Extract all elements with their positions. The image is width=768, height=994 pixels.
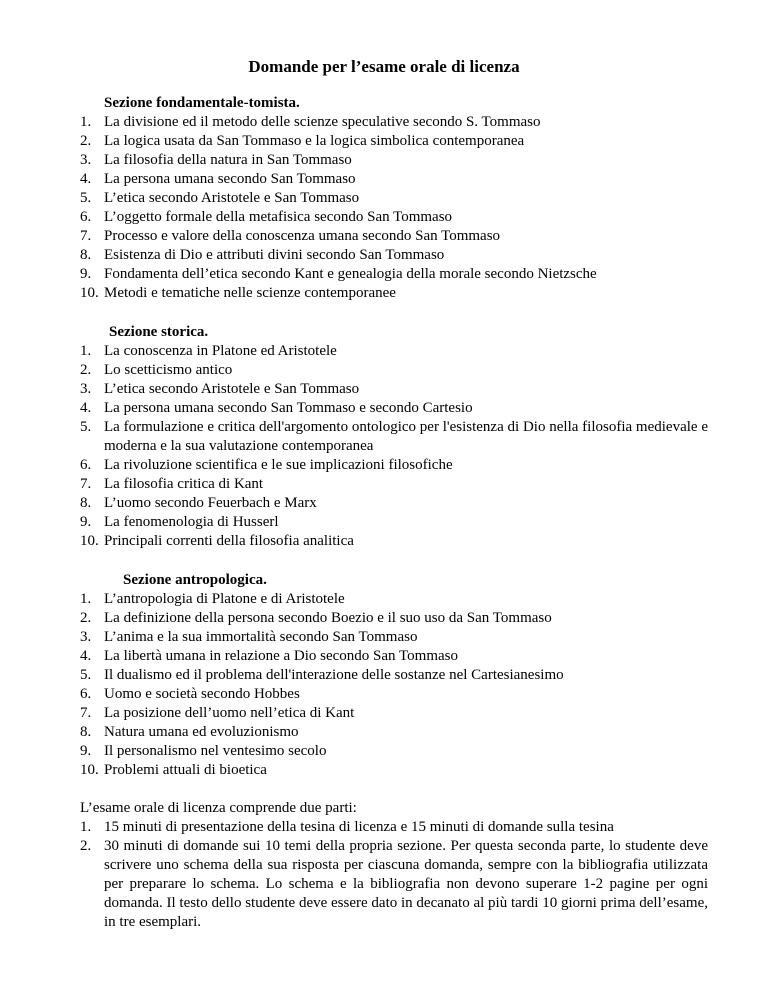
list-item <box>0 723 768 742</box>
item-number: 10. <box>80 762 99 778</box>
item-text: 15 minuti di presentazione della tesina di licenza e 15 minuti di domande sulla tesina <box>104 819 614 835</box>
item-number: 1. <box>80 114 92 130</box>
item-number: 6. <box>80 457 92 473</box>
item-number: 9. <box>80 743 92 759</box>
item-text: La fenomenologia di Husserl <box>104 514 279 530</box>
list-item <box>0 647 768 666</box>
item-text: Fondamenta dell’etica secondo Kant e genealogia della morale secondo Nietzsche <box>104 266 597 282</box>
section-storica <box>0 323 768 551</box>
exam-intro: L’esame orale di licenza comprende due parti: <box>80 800 357 816</box>
item-text: L’uomo secondo Feuerbach e Marx <box>104 495 317 511</box>
item-number: 3. <box>80 629 92 645</box>
item-number: 2. <box>80 362 92 378</box>
section-heading: Sezione antropologica. <box>123 572 267 588</box>
item-number: 8. <box>80 495 92 511</box>
item-number: 4. <box>80 648 92 664</box>
list-item <box>0 685 768 704</box>
question-list <box>0 342 768 551</box>
list-item <box>0 227 768 246</box>
item-number: 5. <box>80 667 92 683</box>
list-item <box>0 761 768 780</box>
item-text: L’etica secondo Aristotele e San Tommaso <box>104 381 360 397</box>
item-number: 7. <box>80 705 92 721</box>
item-number: 6. <box>80 686 92 702</box>
item-text: Principali correnti della filosofia analitica <box>104 533 354 549</box>
item-text: La conoscenza in Platone ed Aristotele <box>104 343 337 359</box>
item-number: 3. <box>80 381 92 397</box>
list-item <box>0 475 768 494</box>
list-item <box>0 246 768 265</box>
item-number: 1. <box>80 343 92 359</box>
exam-parts-list <box>0 818 768 932</box>
list-item <box>0 399 768 418</box>
list-item <box>0 361 768 380</box>
item-number: 5. <box>80 419 92 435</box>
item-number: 4. <box>80 171 92 187</box>
list-item <box>0 132 768 151</box>
item-text: Processo e valore della conoscenza umana secondo San Tommaso <box>104 228 501 244</box>
item-number: 7. <box>80 228 92 244</box>
list-item <box>0 380 768 399</box>
item-text: Uomo e società secondo Hobbes <box>104 686 300 702</box>
item-number: 6. <box>80 209 92 225</box>
item-number: 9. <box>80 266 92 282</box>
question-list <box>0 590 768 780</box>
list-item <box>0 265 768 284</box>
list-item <box>0 818 768 837</box>
item-text: La divisione ed il metodo delle scienze speculative secondo S. Tommaso <box>104 114 541 130</box>
list-item <box>0 170 768 189</box>
list-item <box>0 494 768 513</box>
list-item <box>0 113 768 132</box>
list-item <box>0 590 768 609</box>
list-item <box>0 418 768 456</box>
item-text: 30 minuti di domande sui 10 temi della propria sezione. Per questa seconda parte, lo studente deve scrivere uno schema della sua risposta per ciascuna domanda, sempre con la bibliografia utilizzata per preparare lo schema. Lo schema e la bibliografia non devono superare 1-2 pagine per ogni domanda. Il testo dello studente deve essere dato in decanato al più tardi 10 giorni prima dell’esame, in tre esemplari. <box>104 838 708 930</box>
list-item <box>0 628 768 647</box>
section-heading: Sezione storica. <box>109 324 209 340</box>
list-item <box>0 742 768 761</box>
list-item <box>0 151 768 170</box>
item-number: 2. <box>80 133 92 149</box>
item-text: La persona umana secondo San Tommaso <box>104 171 356 187</box>
item-text: La libertà umana in relazione a Dio secondo San Tommaso <box>104 648 458 664</box>
list-item <box>0 532 768 551</box>
item-text: L’antropologia di Platone e di Aristotele <box>104 591 345 607</box>
list-item <box>0 456 768 475</box>
item-number: 10. <box>80 285 99 301</box>
list-item <box>0 189 768 208</box>
section-heading: Sezione fondamentale-tomista. <box>104 95 300 111</box>
item-text: Esistenza di Dio e attributi divini secondo San Tommaso <box>104 247 445 263</box>
item-text: La filosofia della natura in San Tommaso <box>104 152 352 168</box>
item-text: La filosofia critica di Kant <box>104 476 264 492</box>
list-item <box>0 284 768 303</box>
item-text: La persona umana secondo San Tommaso e secondo Cartesio <box>104 400 473 416</box>
item-text: La logica usata da San Tommaso e la logica simbolica contemporanea <box>104 133 525 149</box>
item-text: Natura umana ed evoluzionismo <box>104 724 299 740</box>
list-item <box>0 342 768 361</box>
item-text: La definizione della persona secondo Boezio e il suo uso da San Tommaso <box>104 610 552 626</box>
item-number: 9. <box>80 514 92 530</box>
item-text: La rivoluzione scientifica e le sue implicazioni filosofiche <box>104 457 453 473</box>
item-text: Il personalismo nel ventesimo secolo <box>104 743 327 759</box>
item-number: 2. <box>80 838 92 854</box>
list-item <box>0 208 768 227</box>
item-text: Metodi e tematiche nelle scienze contemporanee <box>104 285 396 301</box>
section-antropologica <box>0 571 768 780</box>
document-title: Domande per l’esame orale di licenza <box>248 57 520 76</box>
item-text: L’oggetto formale della metafisica secondo San Tommaso <box>104 209 453 225</box>
item-text: La formulazione e critica dell'argomento ontologico per l'esistenza di Dio nella filosofia medievale e moderna e la sua valutazione contemporanea <box>104 419 708 454</box>
item-number: 8. <box>80 724 92 740</box>
item-number: 5. <box>80 190 92 206</box>
item-number: 1. <box>80 591 92 607</box>
item-number: 10. <box>80 533 99 549</box>
item-number: 2. <box>80 610 92 626</box>
item-number: 1. <box>80 819 92 835</box>
item-text: La posizione dell’uomo nell’etica di Kant <box>104 705 355 721</box>
list-item <box>0 609 768 628</box>
item-text: L’etica secondo Aristotele e San Tommaso <box>104 190 360 206</box>
item-text: Problemi attuali di bioetica <box>104 762 267 778</box>
list-item <box>0 666 768 685</box>
item-number: 8. <box>80 247 92 263</box>
item-text: Il dualismo ed il problema dell'interazione delle sostanze nel Cartesianesimo <box>104 667 564 683</box>
section-fondamentale-tomista <box>0 94 768 303</box>
list-item <box>0 837 768 932</box>
item-text: Lo scetticismo antico <box>104 362 233 378</box>
item-number: 4. <box>80 400 92 416</box>
list-item <box>0 704 768 723</box>
list-item <box>0 513 768 532</box>
item-text: L’anima e la sua immortalità secondo San Tommaso <box>104 629 418 645</box>
item-number: 3. <box>80 152 92 168</box>
item-number: 7. <box>80 476 92 492</box>
question-list <box>0 113 768 303</box>
